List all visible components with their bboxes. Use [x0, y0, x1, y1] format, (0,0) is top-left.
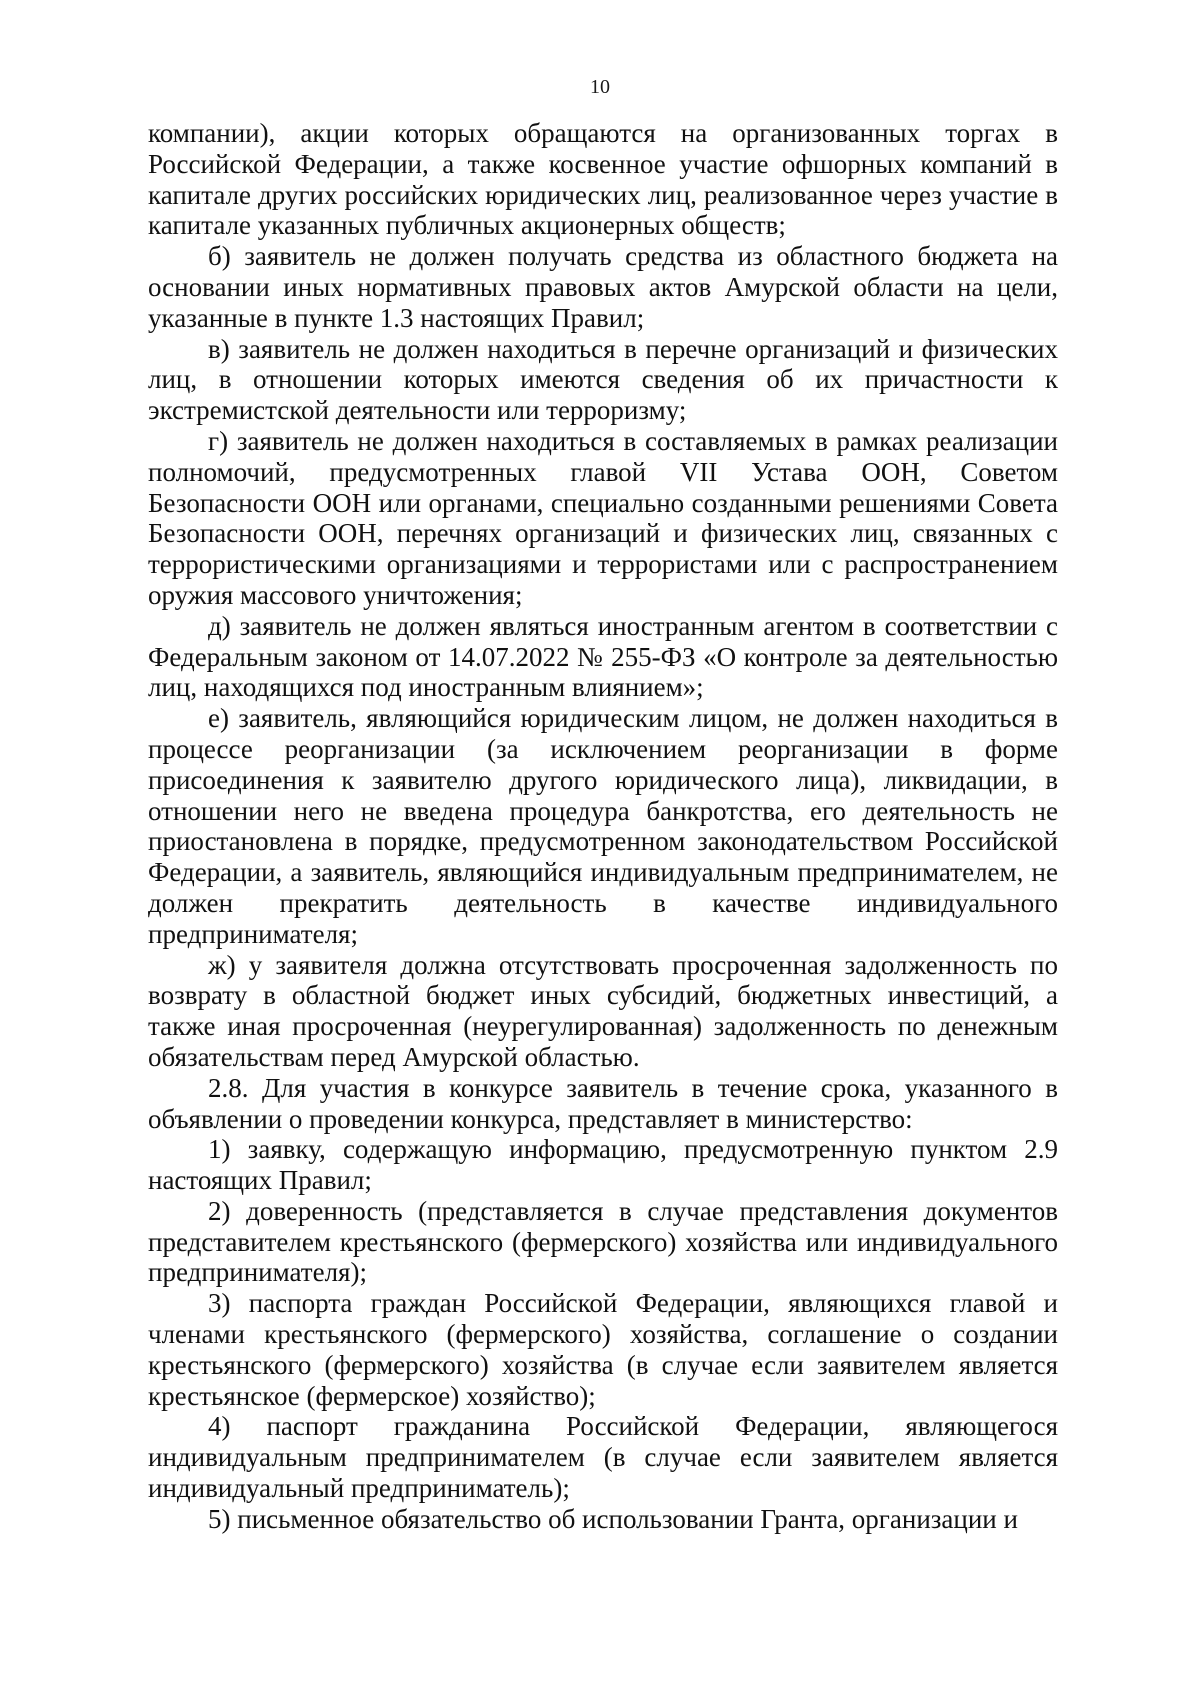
paragraph-list-2: 2) доверенность (представляется в случае представления документов представителем крестьянского (фермерского) хозяйства или индивидуального предпринимателя);	[148, 1195, 1058, 1288]
paragraph-item-b: б) заявитель не должен получать средства из областного бюджета на основании иных нормативных правовых актов Амурской области на цели, указанные в пункте 1.3 настоящих Правил;	[148, 241, 1058, 333]
document-body	[148, 118, 1058, 1535]
paragraph-item-v: в) заявитель не должен находиться в перечне организаций и физических лиц, в отношении которых имеются сведения об их причастности к экстремистской деятельности или терроризму;	[148, 333, 1058, 426]
paragraph-item-d: д) заявитель не должен являться иностранным агентом в соответствии с Федеральным законом от 14.07.2022 № 255-ФЗ «О контроле за деятельностью лиц, находящихся под иностранным влиянием»;	[148, 610, 1058, 703]
paragraph-list-4: 4) паспорт гражданина Российской Федерации, являющегося индивидуальным предпринимателем (в случае если заявителем является индивидуальный предприниматель);	[148, 1411, 1058, 1504]
page-number: 10	[590, 76, 610, 98]
paragraph-list-5: 5) письменное обязательство об использовании Гранта, организации и	[208, 1503, 1018, 1534]
paragraph-list-1: 1) заявку, содержащую информацию, предусмотренную пунктом 2.9 настоящих Правил;	[148, 1134, 1058, 1196]
paragraph-continuation: компании), акции которых обращаются на организованных торгах в Российской Федерации, а также косвенное участие офшорных компаний в капитале других российских юридических лиц, реализованное через участие в капитале указанных публичных акционерных обществ;	[148, 118, 1058, 241]
paragraph-item-e: е) заявитель, являющийся юридическим лицом, не должен находиться в процессе реорганизации (за исключением реорганизации в форме присоединения к заявителю другого юридического лица), ликвидации, в отношении него не введена процедура банкротства, его деятельность не приостановлена в порядке, предусмотренном законодательством Российской Федерации, а заявитель, являющийся индивидуальным предпринимателем, не должен прекратить деятельность в качестве индивидуального предпринимателя;	[148, 703, 1058, 949]
paragraph-section-2-8: 2.8. Для участия в конкурсе заявитель в течение срока, указанного в объявлении о проведении конкурса, представляет в министерство:	[148, 1072, 1058, 1134]
paragraph-list-3: 3) паспорта граждан Российской Федерации, являющихся главой и членами крестьянского (фермерского) хозяйства, соглашение о создании крестьянского (фермерского) хозяйства (в случае если заявителем является крестьянское (фермерское) хозяйство);	[148, 1288, 1058, 1411]
paragraph-item-g: г) заявитель не должен находиться в составляемых в рамках реализации полномочий, предусмотренных главой VII Устава ООН, Советом Безопасности ООН или органами, специально созданными решениями Совета Безопасности ООН, перечнях организаций и физических лиц, связанных с террористическими организациями и террористами или с распространением оружия массового уничтожения;	[148, 425, 1058, 610]
paragraph-item-zh: ж) у заявителя должна отсутствовать просроченная задолженность по возврату в областной бюджет иных субсидий, бюджетных инвестиций, а также иная просроченная (неурегулированная) задолженность по денежным обязательствам перед Амурской областью.	[148, 949, 1058, 1072]
